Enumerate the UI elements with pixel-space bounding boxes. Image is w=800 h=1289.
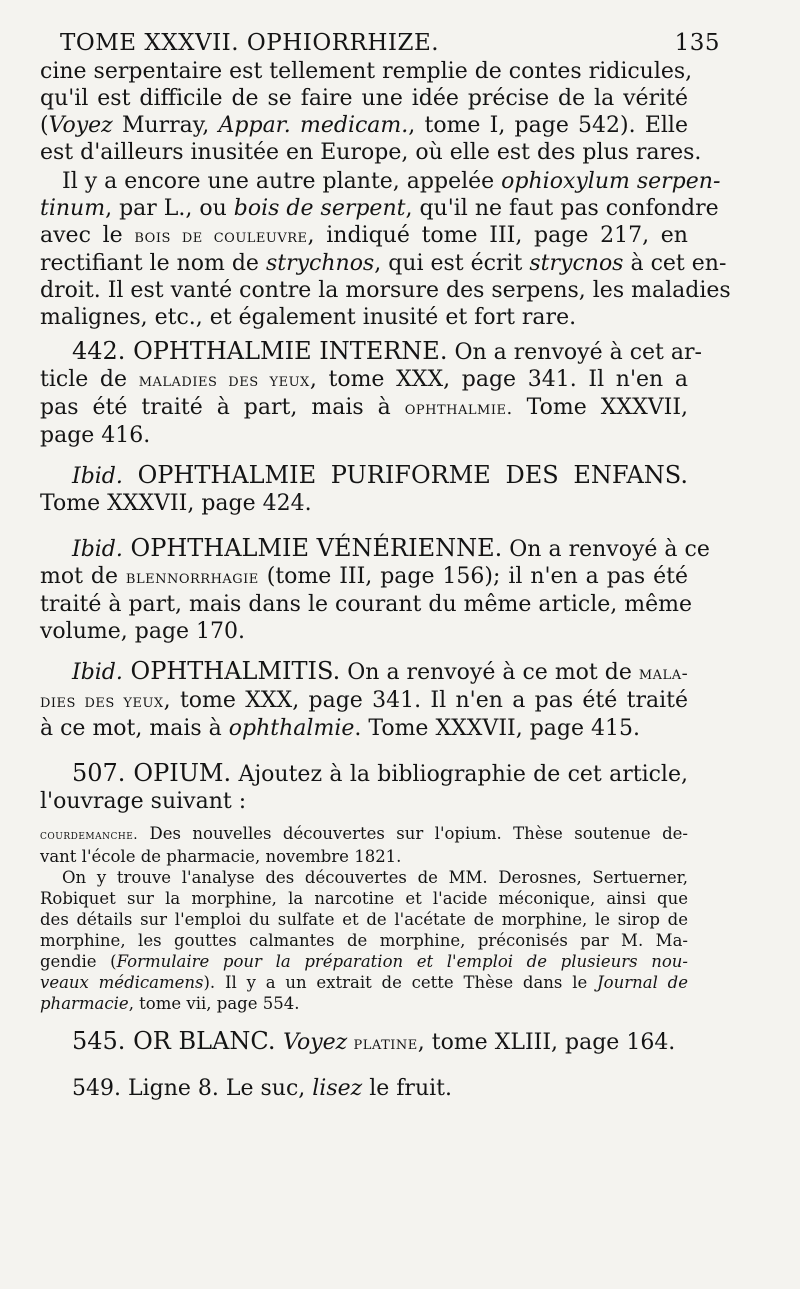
text-line: 549. Ligne 8. Le suc, lisez le fruit. [72,1076,452,1101]
text-line: (Voyez Murray, Appar. medicam., tome I, page 542). Elle [40,113,688,138]
entry-545 [40,1028,688,1057]
text-line: rectifiant le nom de strychnos, qui est écrit strycnos à cet en- [40,251,727,276]
text-line: Ibid. OPHTHALMITIS. On a renvoyé à ce mot de mala- [72,657,689,685]
text-line: mot de blennorrhagie (tome III, page 156); il n'en a pas été [40,564,688,589]
entry-ophthalmie-venerienne [40,534,710,645]
text-line: dies des yeux, tome XXX, page 341. Il n'en a pas été traité [40,688,688,713]
entry-507 [40,760,688,815]
entry-ophthalmitis [40,658,688,742]
paragraph-ophioxylum [40,168,731,331]
entry-ophthalmie-puriforme [40,462,688,517]
text-line: cine serpentaire est tellement remplie de contes ridicules, [40,59,693,84]
text-line: Robiquet sur la morphine, la narcotine et l'acide méconique, ainsi que [40,889,688,908]
text-line: courdemanche. Des nouvelles découvertes sur l'opium. Thèse soutenue de- [40,824,688,843]
text-line: tinum, par L., ou bois de serpent, qu'il ne faut pas confondre [40,196,719,221]
text-line: droit. Il est vanté contre la morsure des serpens, les maladies [40,278,731,303]
text-line: veaux médicamens). Il y a un extrait de cette Thèse dans le Journal de [40,973,688,992]
text-line: gendie (Formulaire pour la préparation et l'emploi de plusieurs nou- [40,952,688,971]
paragraph-serpentaire [40,58,702,166]
header-title: TOME XXXVII. OPHIORRHIZE. [60,30,440,56]
text-line: qu'il est difficile de se faire une idée précise de la vérité [40,86,688,111]
text-line: malignes, etc., et également inusité et fort rare. [40,305,577,330]
text-line: On y trouve l'analyse des découvertes de MM. Derosnes, Sertuerner, [62,868,688,887]
text-line: à ce mot, mais à ophthalmie. Tome XXXVII, page 415. [40,716,640,741]
text-line: l'ouvrage suivant : [40,789,247,814]
text-line: Ibid. OPHTHALMIE PURIFORME DES ENFANS. [72,461,688,489]
text-line: page 416. [40,423,151,448]
text-line: vant l'école de pharmacie, novembre 1821. [40,847,402,866]
text-line: pharmacie, tome vii, page 554. [40,994,300,1013]
entry-442 [40,337,702,449]
text-line: volume, page 170. [40,619,246,644]
text-line: ticle de maladies des yeux, tome XXX, page 341. Il n'en a [40,367,688,392]
text-line: avec le bois de couleuvre, indiqué tome III, page 217, en [40,223,688,248]
text-line: 545. OR BLANC. Voyez platine, tome XLIII, page 164. [72,1027,676,1055]
text-line: morphine, les gouttes calmantes de morphine, préconisés par M. Ma- [40,931,688,950]
entry-549 [40,1075,688,1102]
text-line: est d'ailleurs inusitée en Europe, où elle est des plus rares. [40,140,702,165]
text-line: traité à part, mais dans le courant du même article, même [40,592,693,617]
running-header [60,30,720,56]
text-line: Ibid. OPHTHALMIE VÉNÉRIENNE. On a renvoyé à ce [72,534,710,562]
text-line: Il y a encore une autre plante, appelée ophioxylum serpen- [62,169,721,194]
text-line: Tome XXXVII, page 424. [40,491,312,516]
bibliography-note [40,823,688,1014]
text-line: 507. OPIUM. Ajoutez à la bibliographie de cet article, [72,759,688,787]
text-line: pas été traité à part, mais à ophthalmie. Tome XXXVII, [40,395,688,420]
page-number: 135 [674,30,720,56]
text-line: 442. OPHTHALMIE INTERNE. On a renvoyé à cet ar- [72,337,702,365]
text-line: des détails sur l'emploi du sulfate et de l'acétate de morphine, le sirop de [40,910,688,929]
